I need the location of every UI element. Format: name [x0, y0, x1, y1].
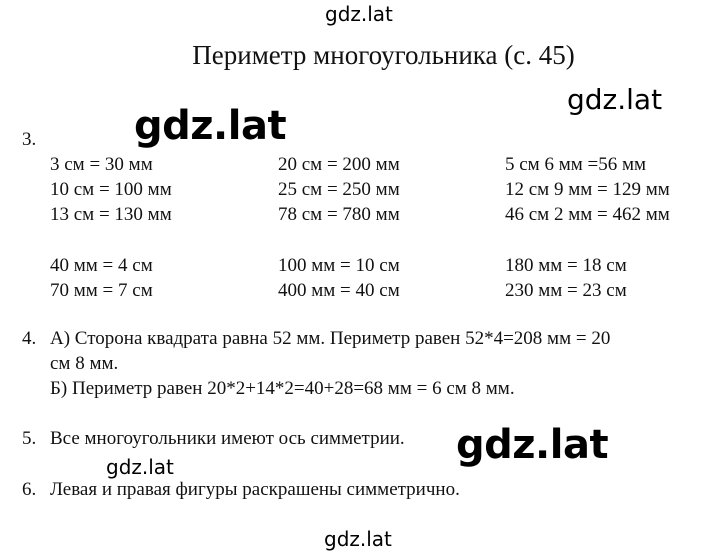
task-4-number: 4. — [22, 328, 37, 349]
task-3-col3-row5: 230 мм = 23 см — [505, 280, 627, 301]
task-3-col2-row1: 20 см = 200 мм — [278, 154, 400, 175]
watermark: gdz.lat — [325, 2, 393, 26]
task-3-col1-row2: 10 см = 100 мм — [50, 179, 172, 200]
task-3-col3-row1: 5 см 6 мм =56 мм — [505, 154, 647, 175]
watermark: gdz.lat — [324, 527, 392, 551]
task-3-col3-row2: 12 см 9 мм = 129 мм — [505, 179, 670, 200]
watermark: gdz.lat — [106, 455, 174, 479]
task-3-col2-row4: 100 мм = 10 см — [278, 255, 400, 276]
task-3-col1-row1: 3 см = 30 мм — [50, 154, 153, 175]
task-3-col1-row3: 13 см = 130 мм — [50, 204, 172, 225]
task-4-line-a-cont: см 8 мм. — [50, 353, 119, 374]
task-4-line-a: А) Сторона квадрата равна 52 мм. Периметр равен 52*4=208 мм = 20 — [50, 328, 611, 349]
task-3-col1-row4: 40 мм = 4 см — [50, 255, 153, 276]
task-6-text: Левая и правая фигуры раскрашены симметрично. — [50, 479, 460, 500]
watermark: gdz.lat — [134, 103, 287, 149]
task-6-number: 6. — [22, 479, 37, 500]
task-3-col2-row3: 78 см = 780 мм — [278, 204, 400, 225]
watermark: gdz.lat — [567, 83, 663, 116]
task-5-text: Все многоугольники имеют ось симметрии. — [50, 428, 405, 449]
task-3-col1-row5: 70 мм = 7 см — [50, 280, 153, 301]
task-3-col2-row2: 25 см = 250 мм — [278, 179, 400, 200]
task-3-col2-row5: 400 мм = 40 см — [278, 280, 400, 301]
task-3-number: 3. — [22, 129, 37, 150]
task-3-col3-row3: 46 см 2 мм = 462 мм — [505, 204, 670, 225]
watermark: gdz.lat — [456, 422, 609, 468]
task-4-line-b: Б) Периметр равен 20*2+14*2=40+28=68 мм = 6 см 8 мм. — [50, 378, 515, 399]
page-title: Периметр многоугольника (с. 45) — [192, 40, 575, 70]
task-5-number: 5. — [22, 428, 37, 449]
task-3-col3-row4: 180 мм = 18 см — [505, 255, 627, 276]
